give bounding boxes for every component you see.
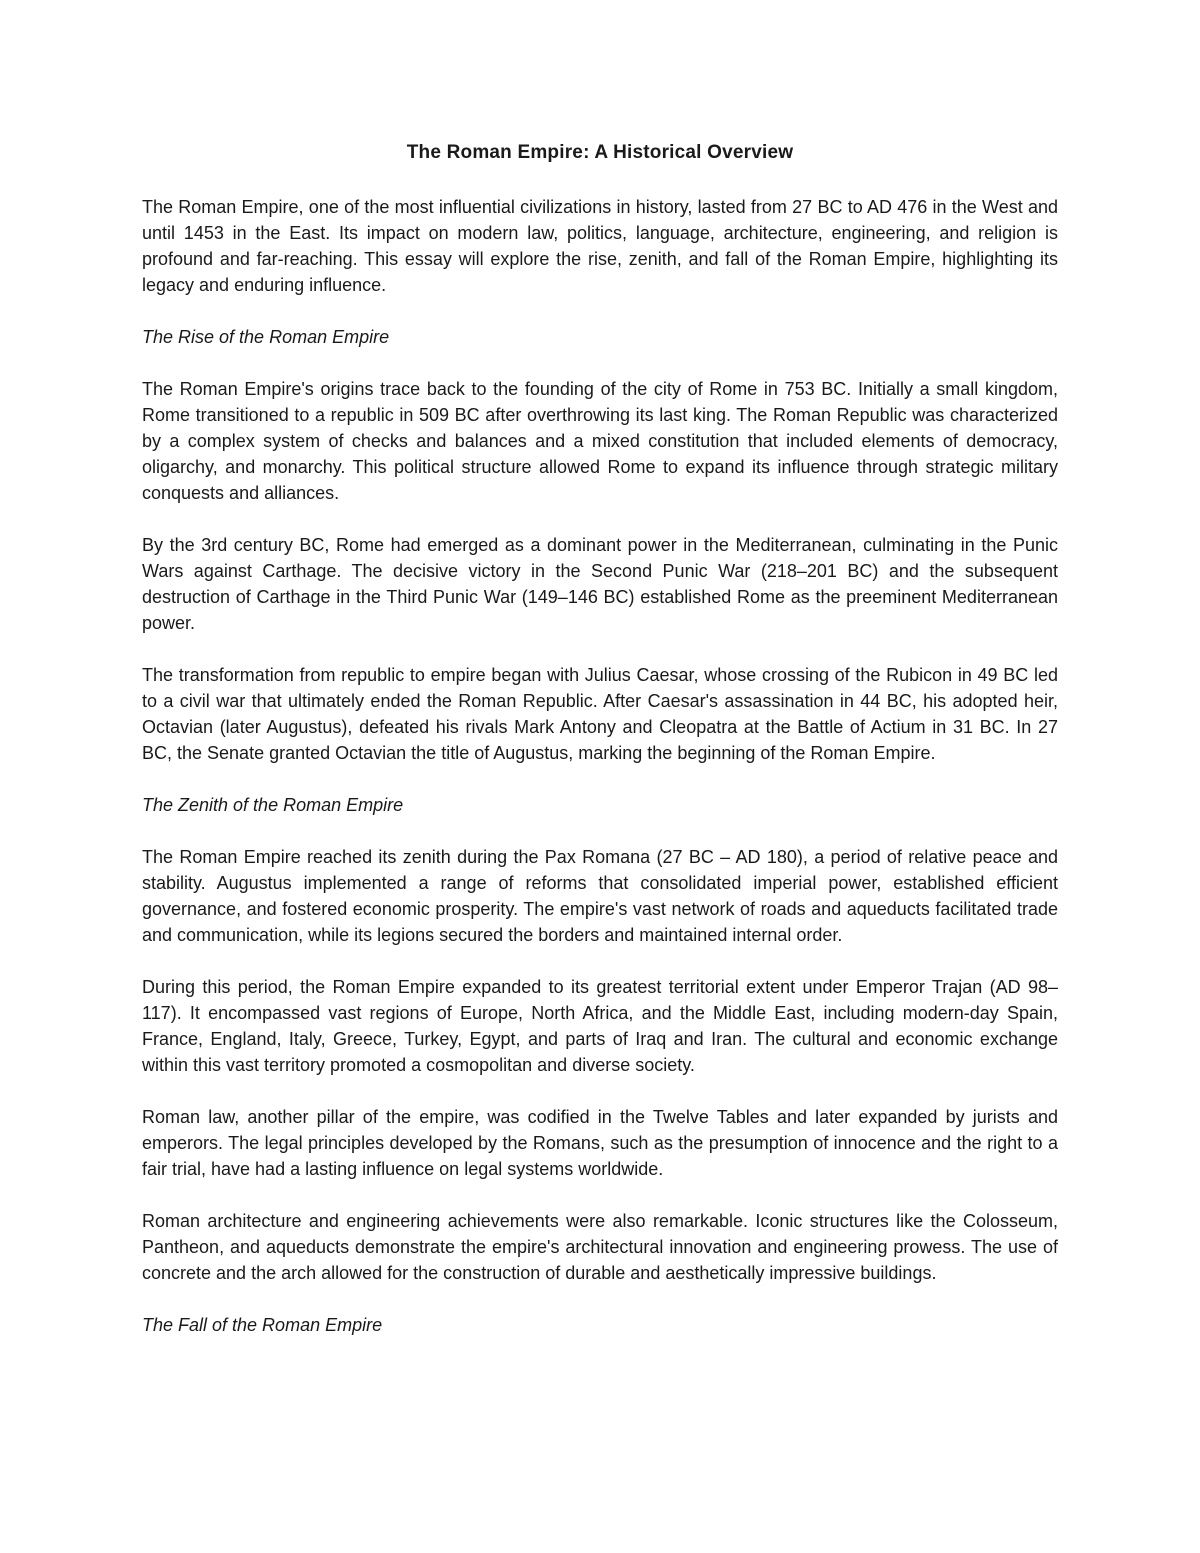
document-title: The Roman Empire: A Historical Overview: [406, 142, 794, 163]
paragraph: The Roman Empire reached its zenith during the Pax Romana (27 BC – AD 180), a period of relative peace and stability. Augustus implemented a range of reforms that consolidated imperial power, established efficient governance, and fostered economic prosperity. The empire's vast network of roads and aqueducts facilitated trade and communication, while its legions secured the borders and maintained internal order.: [142, 847, 1058, 945]
section-heading-fall: The Fall of the Roman Empire: [142, 1315, 383, 1335]
section-heading-zenith: The Zenith of the Roman Empire: [142, 795, 404, 815]
paragraph: Roman law, another pillar of the empire, was codified in the Twelve Tables and later expanded by jurists and emperors. The legal principles developed by the Romans, such as the presumption of innocence and the right to a fair trial, have had a lasting influence on legal systems worldwide.: [142, 1107, 1058, 1179]
section-heading-rise: The Rise of the Roman Empire: [142, 327, 390, 347]
paragraph: Roman architecture and engineering achievements were also remarkable. Iconic structures like the Colosseum, Pantheon, and aqueducts demonstrate the empire's architectural innovation and engineering prowess. The use of concrete and the arch allowed for the construction of durable and aesthetically impressive buildings.: [142, 1211, 1058, 1283]
paragraph: By the 3rd century BC, Rome had emerged as a dominant power in the Mediterranean, culminating in the Punic Wars against Carthage. The decisive victory in the Second Punic War (218–201 BC) and the subsequent destruction of Carthage in the Third Punic War (149–146 BC) established Rome as the preeminent Mediterranean power.: [142, 535, 1058, 633]
document-body: [142, 140, 1058, 1364]
intro-paragraph: The Roman Empire, one of the most influential civilizations in history, lasted from 27 BC to AD 476 in the West and until 1453 in the East. Its impact on modern law, politics, language, architecture, engineering, and religion is profound and far-reaching. This essay will explore the rise, zenith, and fall of the Roman Empire, highlighting its legacy and enduring influence.: [142, 197, 1058, 295]
paragraph: During this period, the Roman Empire expanded to its greatest territorial extent under Emperor Trajan (AD 98–117). It encompassed vast regions of Europe, North Africa, and the Middle East, including modern-day Spain, France, England, Italy, Greece, Turkey, Egypt, and parts of Iraq and Iran. The cultural and economic exchange within this vast territory promoted a cosmopolitan and diverse society.: [142, 977, 1058, 1075]
paragraph: The transformation from republic to empire began with Julius Caesar, whose crossing of the Rubicon in 49 BC led to a civil war that ultimately ended the Roman Republic. After Caesar's assassination in 44 BC, his adopted heir, Octavian (later Augustus), defeated his rivals Mark Antony and Cleopatra at the Battle of Actium in 31 BC. In 27 BC, the Senate granted Octavian the title of Augustus, marking the beginning of the Roman Empire.: [142, 665, 1058, 763]
paragraph: The Roman Empire's origins trace back to the founding of the city of Rome in 753 BC. Initially a small kingdom, Rome transitioned to a republic in 509 BC after overthrowing its last king. The Roman Republic was characterized by a complex system of checks and balances and a mixed constitution that included elements of democracy, oligarchy, and monarchy. This political structure allowed Rome to expand its influence through strategic military conquests and alliances.: [142, 379, 1058, 503]
